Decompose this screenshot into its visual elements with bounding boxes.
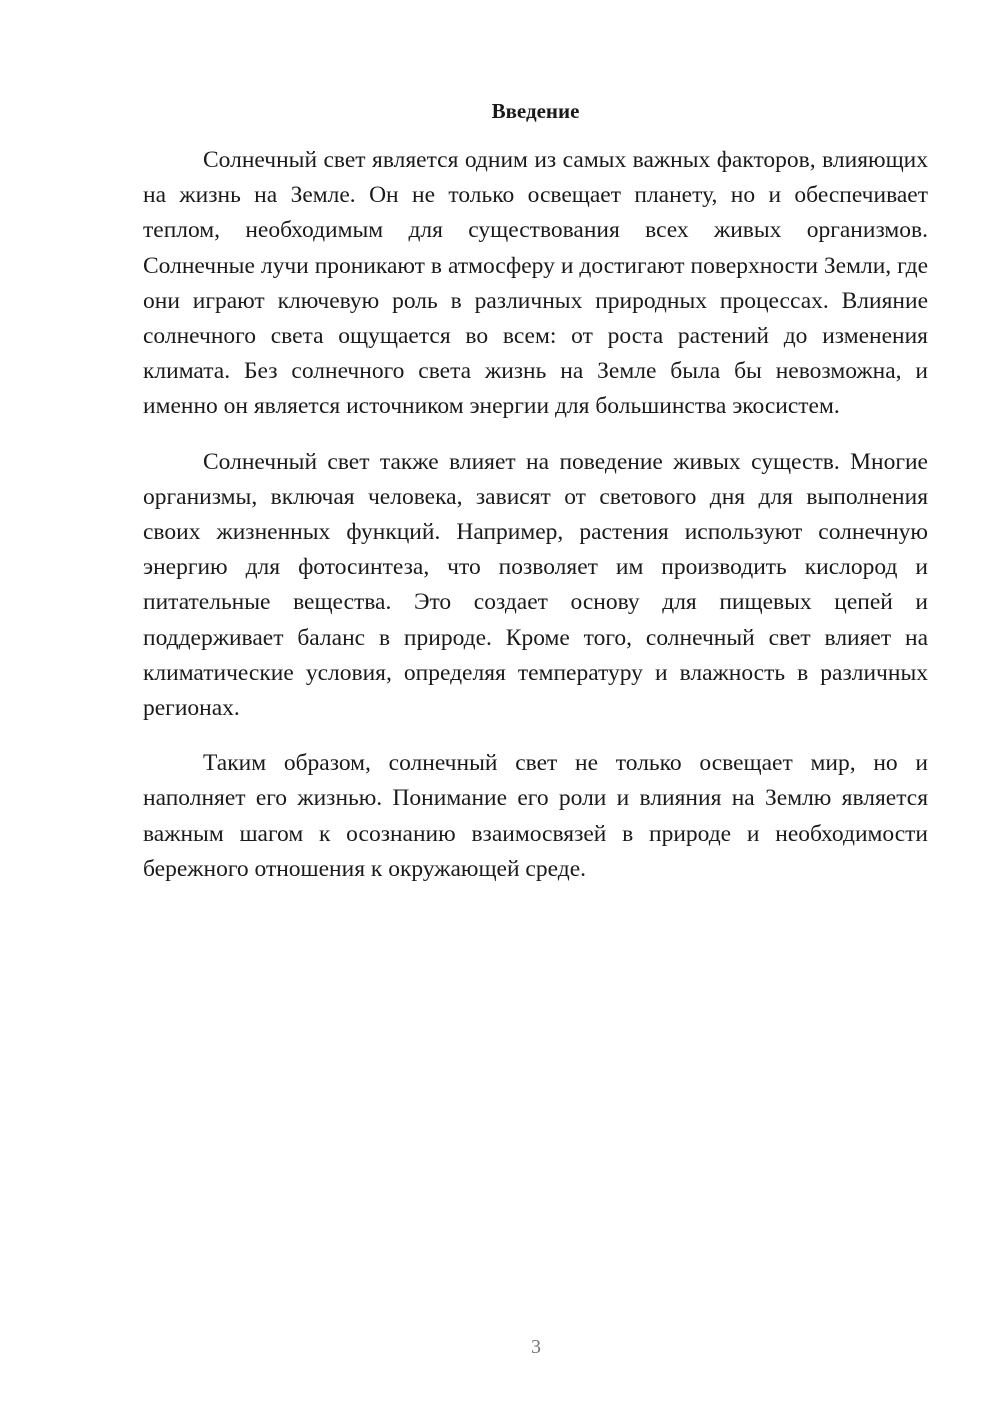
section-heading: Введение — [491, 99, 580, 123]
paragraph-3: Таким образом, солнечный свет не только освещает мир, но и наполняет его жизнью. Понимание его роли и влияния на Землю является важным шагом к осознанию взаимосвязей в природе и необходимости бережного отношения к окружающей среде. — [143, 750, 928, 882]
page-number: 3 — [531, 1336, 541, 1358]
paragraph-2: Солнечный свет также влияет на поведение живых существ. Многие организмы, включая человека, зависят от светового дня для выполнения своих жизненных функций. Например, растения используют солнечную энергию для фотосинтеза, что позволяет им производить кислород и питательные вещества. Это создает основу для пищевых цепей и поддерживает баланс в природе. Кроме того, солнечный свет влияет на климатические условия, определяя температуру и влажность в различных регионах. — [143, 448, 928, 722]
paragraph-1: Солнечный свет является одним из самых важных факторов, влияющих на жизнь на Земле. Он не только освещает планету, но и обеспечивает теплом, необходимым для существования всех живых организмов. Солнечные лучи проникают в атмосферу и достигают поверхности Земли, где они играют ключевую роль в различных природных процессах. Влияние солнечного света ощущается во всем: от роста растений до изменения климата. Без солнечного света жизнь на Земле была бы невозможна, и именно он является источником энергии для большинства экосистем. — [143, 147, 928, 420]
body-text — [143, 143, 928, 907]
